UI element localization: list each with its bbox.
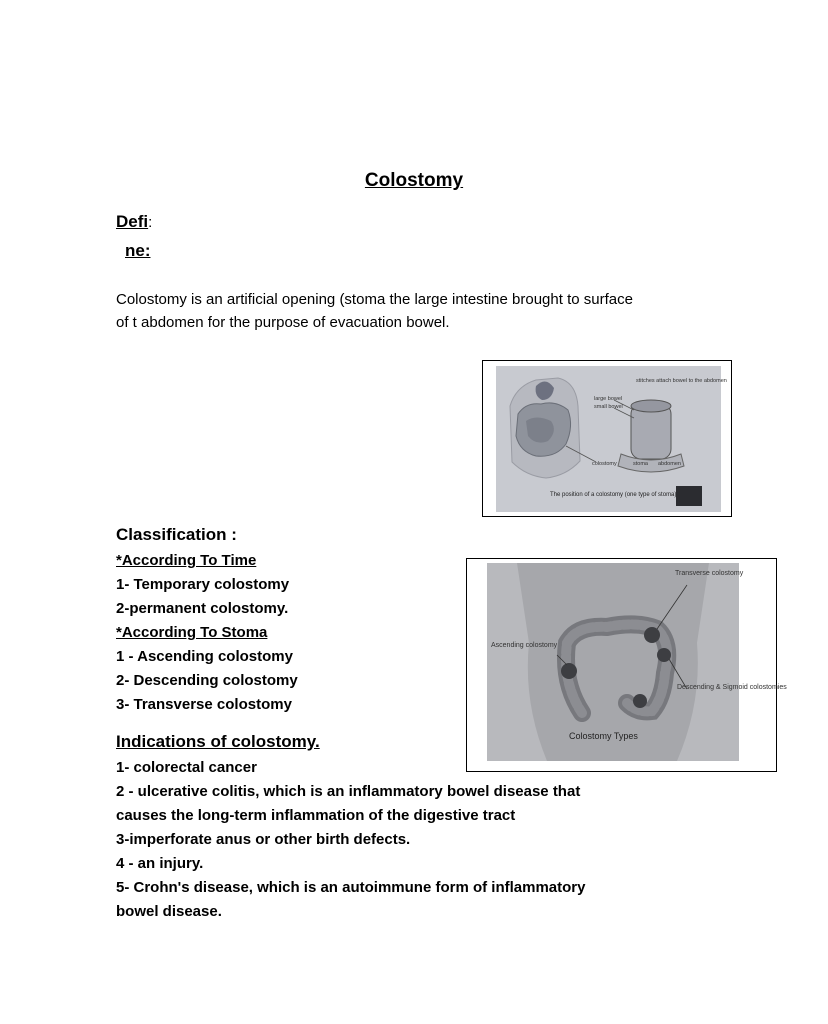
classification-heading: Classification : xyxy=(116,525,237,544)
label-colostomy: colostomy xyxy=(592,461,617,467)
list-item: 3- Transverse colostomy xyxy=(116,696,292,713)
page-title: Colostomy xyxy=(364,170,464,191)
list-item: 2- Descending colostomy xyxy=(116,672,298,689)
list-item: bowel disease. xyxy=(116,903,222,920)
define-heading-part2: ne: xyxy=(125,241,151,260)
label-abdomen: abdomen xyxy=(658,461,681,467)
by-stoma-heading: *According To Stoma xyxy=(116,624,268,641)
colostomy-types-figure xyxy=(466,558,787,772)
by-time-heading: *According To Time xyxy=(116,552,257,569)
list-item: 1- colorectal cancer xyxy=(116,759,257,776)
define-heading-part1 xyxy=(116,212,152,232)
define-colon: : xyxy=(148,214,153,231)
list-item: 2 - ulcerative colitis, which is an inflammatory bowel disease that xyxy=(116,783,581,800)
label-transverse: Transverse colostomy xyxy=(675,570,744,577)
label-ascending: Ascending colostomy xyxy=(491,642,558,649)
colostomy-position-illustration xyxy=(496,366,727,512)
label-stoma: stoma xyxy=(633,461,648,467)
label-descending: Descending & Sigmoid colostomies xyxy=(677,684,787,691)
figure2-caption: Colostomy Types xyxy=(569,731,638,741)
list-item: 1 - Ascending colostomy xyxy=(116,648,293,665)
define-heading-text: Defi xyxy=(116,212,149,231)
colostomy-types-illustration xyxy=(487,563,787,761)
list-item: 2-permanent colostomy. xyxy=(116,600,289,617)
list-item: 5- Crohn's disease, which is an autoimmune form of inflammatory xyxy=(116,879,586,896)
list-item: 1- Temporary colostomy xyxy=(116,576,290,593)
label-large-bowel: large bowel xyxy=(594,396,623,402)
label-small-bowel: small bowel xyxy=(594,404,623,410)
figure1-caption: The position of a colostomy (one type of stoma) xyxy=(550,492,677,498)
colostomy-position-figure xyxy=(482,360,732,517)
colostomy-types-image xyxy=(487,563,787,761)
definition-paragraph: Colostomy is an artificial opening (stoma the large intestine brought to surface of t abdomen for the purpose of evacuation bowel. xyxy=(116,291,633,331)
indications-heading: Indications of colostomy. xyxy=(116,732,320,751)
label-stitches: stitches attach bowel to the abdomen xyxy=(636,378,727,384)
list-item: 3-imperforate anus or other birth defects. xyxy=(116,831,411,848)
list-item: causes the long-term inflammation of the digestive tract xyxy=(116,807,516,824)
list-item: 4 - an injury. xyxy=(116,855,204,872)
colostomy-position-image xyxy=(496,366,727,512)
